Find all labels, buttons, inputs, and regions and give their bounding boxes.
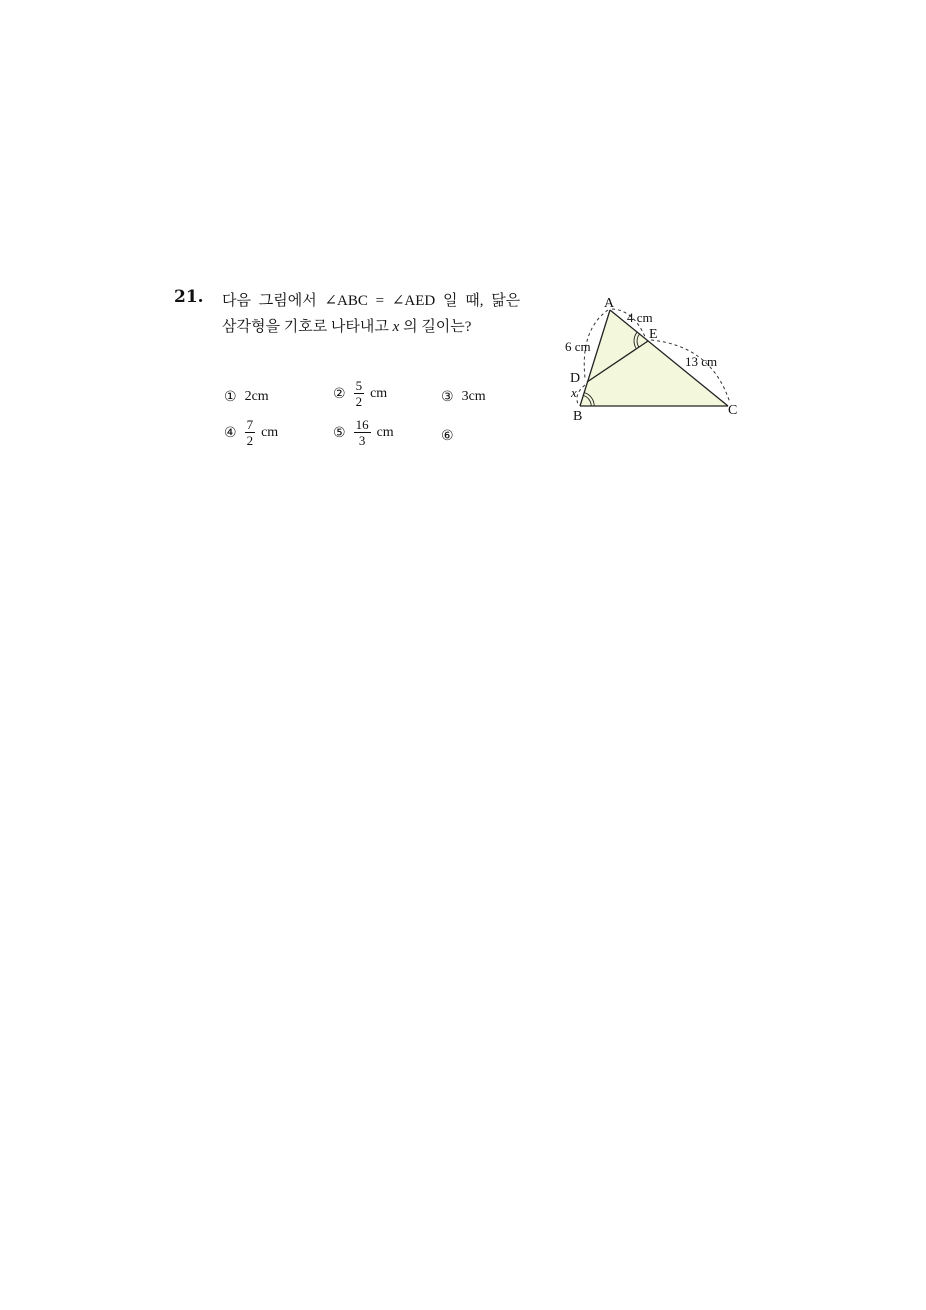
angle-aed: ∠AED [391,293,436,309]
numerator: 7 [246,417,254,432]
choice-3[interactable] [441,389,486,405]
fraction [354,417,371,448]
question-text-line-2 [222,315,471,336]
triangle-diagram [560,290,750,425]
question-text: 일 때, 닮은 [435,293,521,309]
choice-6[interactable] [441,428,462,444]
numerator: 5 [355,378,363,393]
choice-4[interactable] [224,417,278,448]
choice-text: 3cm [461,389,486,404]
length-label-ad: 6 cm [565,339,591,354]
choice-2[interactable] [333,378,387,409]
choice-text: 2cm [244,389,269,404]
denominator: 3 [358,433,366,448]
equals-sign: = [367,293,392,309]
fraction [354,378,365,409]
triangle-figure [560,290,750,425]
question-number: 21. [174,287,204,307]
numerator: 16 [355,417,369,432]
question-text: 삼각형을 기호로 나타내고 [222,319,393,335]
length-label-ae: 4 cm [627,310,653,325]
choice-marker: ④ [224,424,237,441]
point-label-e: E [649,327,658,342]
point-label-a: A [604,296,615,311]
point-label-c: C [728,403,738,418]
denominator: 2 [246,433,254,448]
fraction [245,417,256,448]
choice-1[interactable] [224,389,269,405]
denominator: 2 [355,394,363,409]
unit: cm [376,424,394,440]
length-label-ec: 13 cm [685,354,718,369]
choice-marker: ⑤ [333,424,346,441]
angle-abc: ∠ABC [324,293,368,309]
length-label-db: x [571,385,577,400]
choice-marker: ⑥ [441,428,454,444]
choice-marker: ① [224,389,237,405]
choice-marker: ③ [441,389,454,405]
point-label-b: B [573,409,583,424]
question-text-line-1 [222,289,520,310]
question-text: 의 길이는? [399,319,472,335]
unit: cm [370,385,388,401]
question-text: 다음 그림에서 [222,293,325,309]
choice-5[interactable] [333,417,394,448]
unit: cm [261,424,279,440]
variable-x: x [392,319,400,335]
choice-marker: ② [333,385,346,402]
point-label-d: D [570,371,581,386]
